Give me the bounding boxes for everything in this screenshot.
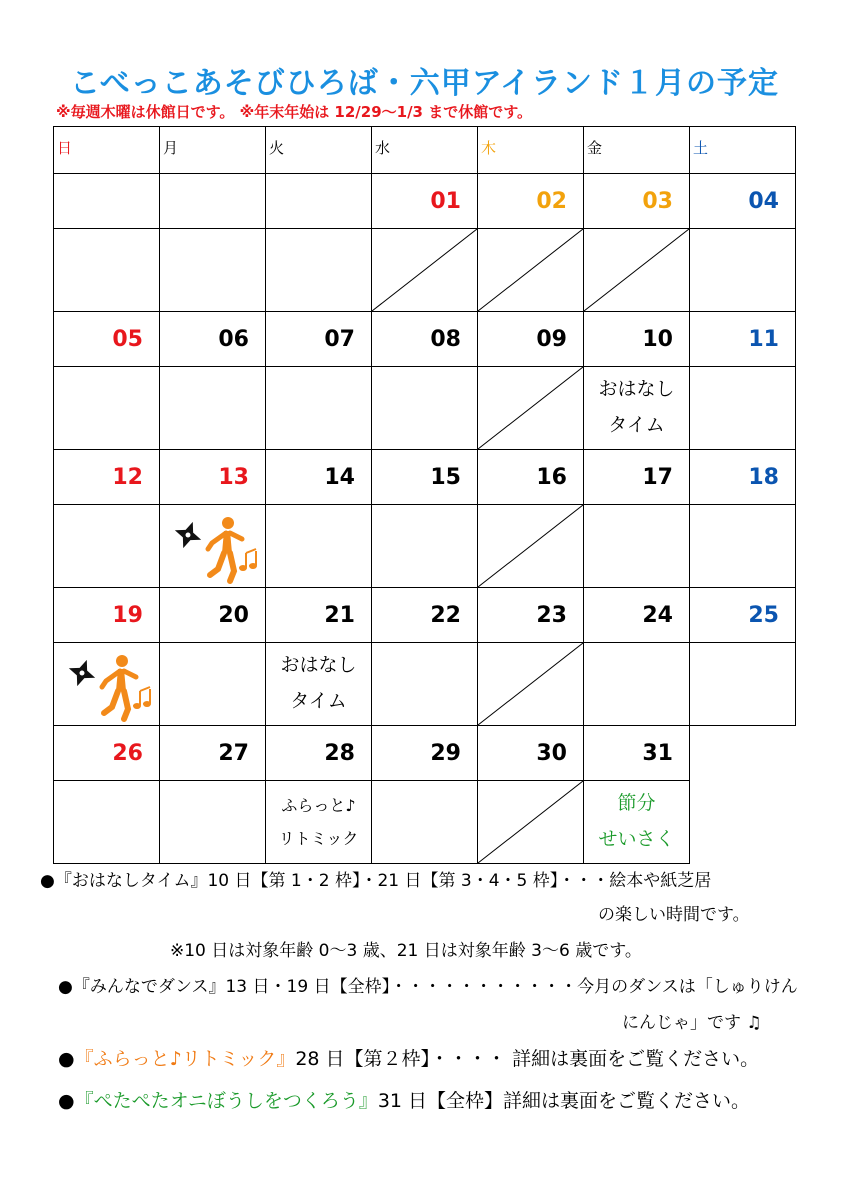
date-cell: 14 [266, 450, 372, 505]
event-cell [160, 505, 266, 588]
date-row [54, 450, 796, 505]
event-line: ふらっと♪ [281, 796, 356, 815]
date-row [54, 174, 796, 229]
empty-cell [690, 726, 796, 781]
date-row [54, 588, 796, 643]
event-setsubun [584, 781, 689, 857]
event-cell [160, 367, 266, 450]
date-cell: 07 [266, 312, 372, 367]
event-cell [160, 643, 266, 726]
event-ohanashi [584, 367, 689, 443]
closed-slash [478, 643, 583, 725]
event-line: おはなし [280, 654, 357, 676]
date-cell: 24 [584, 588, 690, 643]
date-cell: 19 [54, 588, 160, 643]
event-cell [584, 505, 690, 588]
note-dance-cont: にんじゃ」です ♫ [622, 1013, 762, 1033]
rhythmic-detail: 28 日【第２枠】・・・・ 詳細は裏面をご覧ください。 [295, 1048, 760, 1070]
bullet: ● [58, 1048, 75, 1070]
weekday-thu: 木 [478, 127, 584, 174]
page-title: こべっこあそびひろば・六甲アイランド１月の予定 [69, 66, 780, 101]
date-cell: 05 [54, 312, 160, 367]
event-cell [584, 643, 690, 726]
date-cell: 28 [266, 726, 372, 781]
craft-detail: 31 日【全枠】詳細は裏面をご覧ください。 [377, 1090, 751, 1112]
event-cell [54, 781, 160, 864]
closure-note: ※毎週木曜は休館日です。 ※年末年始は 12/29～1/3 まで休館です。 [56, 103, 533, 121]
event-cell [54, 229, 160, 312]
event-row [54, 367, 796, 450]
date-cell: 21 [266, 588, 372, 643]
event-cell [690, 505, 796, 588]
event-cell [266, 781, 372, 864]
date-cell [266, 174, 372, 229]
date-cell: 23 [478, 588, 584, 643]
closed-cell [478, 643, 584, 726]
date-cell: 12 [54, 450, 160, 505]
date-cell: 26 [54, 726, 160, 781]
event-line: せいさく [598, 828, 675, 850]
date-cell: 06 [160, 312, 266, 367]
closed-slash [372, 229, 477, 311]
weekday-wed: 水 [372, 127, 478, 174]
event-row [54, 781, 796, 864]
closed-cell [478, 229, 584, 312]
note-craft [58, 1086, 750, 1113]
event-line: リトミック [278, 829, 359, 848]
note-ohanashi-cont: の楽しい時間です。 [598, 905, 750, 925]
date-cell: 11 [690, 312, 796, 367]
date-cell: 30 [478, 726, 584, 781]
date-cell: 03 [584, 174, 690, 229]
weekday-sat: 土 [690, 127, 796, 174]
closed-slash [584, 229, 689, 311]
event-cell [372, 781, 478, 864]
event-cell [266, 367, 372, 450]
closed-cell [372, 229, 478, 312]
event-cell [54, 505, 160, 588]
closed-cell [478, 505, 584, 588]
event-ohanashi [266, 643, 371, 719]
date-cell: 04 [690, 174, 796, 229]
closed-cell [478, 367, 584, 450]
event-line: おはなし [598, 378, 675, 400]
weekday-header-row [54, 127, 796, 174]
weekday-mon: 月 [160, 127, 266, 174]
event-cell [372, 367, 478, 450]
event-cell [690, 643, 796, 726]
date-cell: 25 [690, 588, 796, 643]
date-cell: 22 [372, 588, 478, 643]
date-cell: 13 [160, 450, 266, 505]
event-line: タイム [290, 690, 347, 712]
note-rhythmic [58, 1044, 759, 1071]
date-cell: 29 [372, 726, 478, 781]
event-line: 節分 [617, 792, 656, 814]
event-furatto [266, 781, 371, 855]
date-row [54, 726, 796, 781]
date-cell: 10 [584, 312, 690, 367]
date-cell: 27 [160, 726, 266, 781]
date-cell: 09 [478, 312, 584, 367]
event-row [54, 643, 796, 726]
ninja-dance-icon [168, 513, 264, 585]
event-cell [584, 367, 690, 450]
closed-slash [478, 505, 583, 587]
craft-title: 『ぺたぺたオニぼうしをつくろう』 [74, 1090, 378, 1112]
closed-cell [478, 781, 584, 864]
weekday-fri: 金 [584, 127, 690, 174]
event-cell [266, 229, 372, 312]
note-age: ※10 日は対象年齢 0～3 歳、21 日は対象年齢 3～6 歳です。 [170, 941, 642, 961]
event-cell [160, 781, 266, 864]
event-row [54, 229, 796, 312]
event-cell [266, 643, 372, 726]
date-cell [54, 174, 160, 229]
weekday-tue: 火 [266, 127, 372, 174]
event-cell [160, 229, 266, 312]
event-cell [372, 505, 478, 588]
event-cell [54, 367, 160, 450]
date-row [54, 312, 796, 367]
date-cell: 08 [372, 312, 478, 367]
event-row [54, 505, 796, 588]
date-cell: 18 [690, 450, 796, 505]
event-cell [584, 781, 690, 864]
weekday-sun: 日 [54, 127, 160, 174]
date-cell: 01 [372, 174, 478, 229]
calendar-table [53, 126, 796, 864]
date-cell: 16 [478, 450, 584, 505]
event-cell [690, 229, 796, 312]
rhythmic-title: 『ふらっと♪リトミック』 [74, 1048, 296, 1070]
date-cell: 31 [584, 726, 690, 781]
date-cell: 15 [372, 450, 478, 505]
event-line: タイム [608, 414, 665, 436]
date-cell: 17 [584, 450, 690, 505]
event-cell [690, 367, 796, 450]
date-cell [160, 174, 266, 229]
event-cell [266, 505, 372, 588]
empty-cell [690, 781, 796, 864]
ninja-dance-icon [62, 651, 158, 723]
closed-slash [478, 229, 583, 311]
event-cell [54, 643, 160, 726]
closed-slash [478, 367, 583, 449]
note-ohanashi: ●『おはなしタイム』10 日【第 1・2 枠】・21 日【第 3・4・5 枠】・・・絵本や紙芝居 [40, 871, 712, 891]
closed-cell [584, 229, 690, 312]
event-cell [372, 643, 478, 726]
closed-slash [478, 781, 583, 863]
bullet: ● [58, 1090, 75, 1112]
date-cell: 20 [160, 588, 266, 643]
note-dance: ●『みんなでダンス』13 日・19 日【全枠】・・・・・・・・・・・今月のダンスは「しゅりけん [58, 977, 798, 997]
date-cell: 02 [478, 174, 584, 229]
